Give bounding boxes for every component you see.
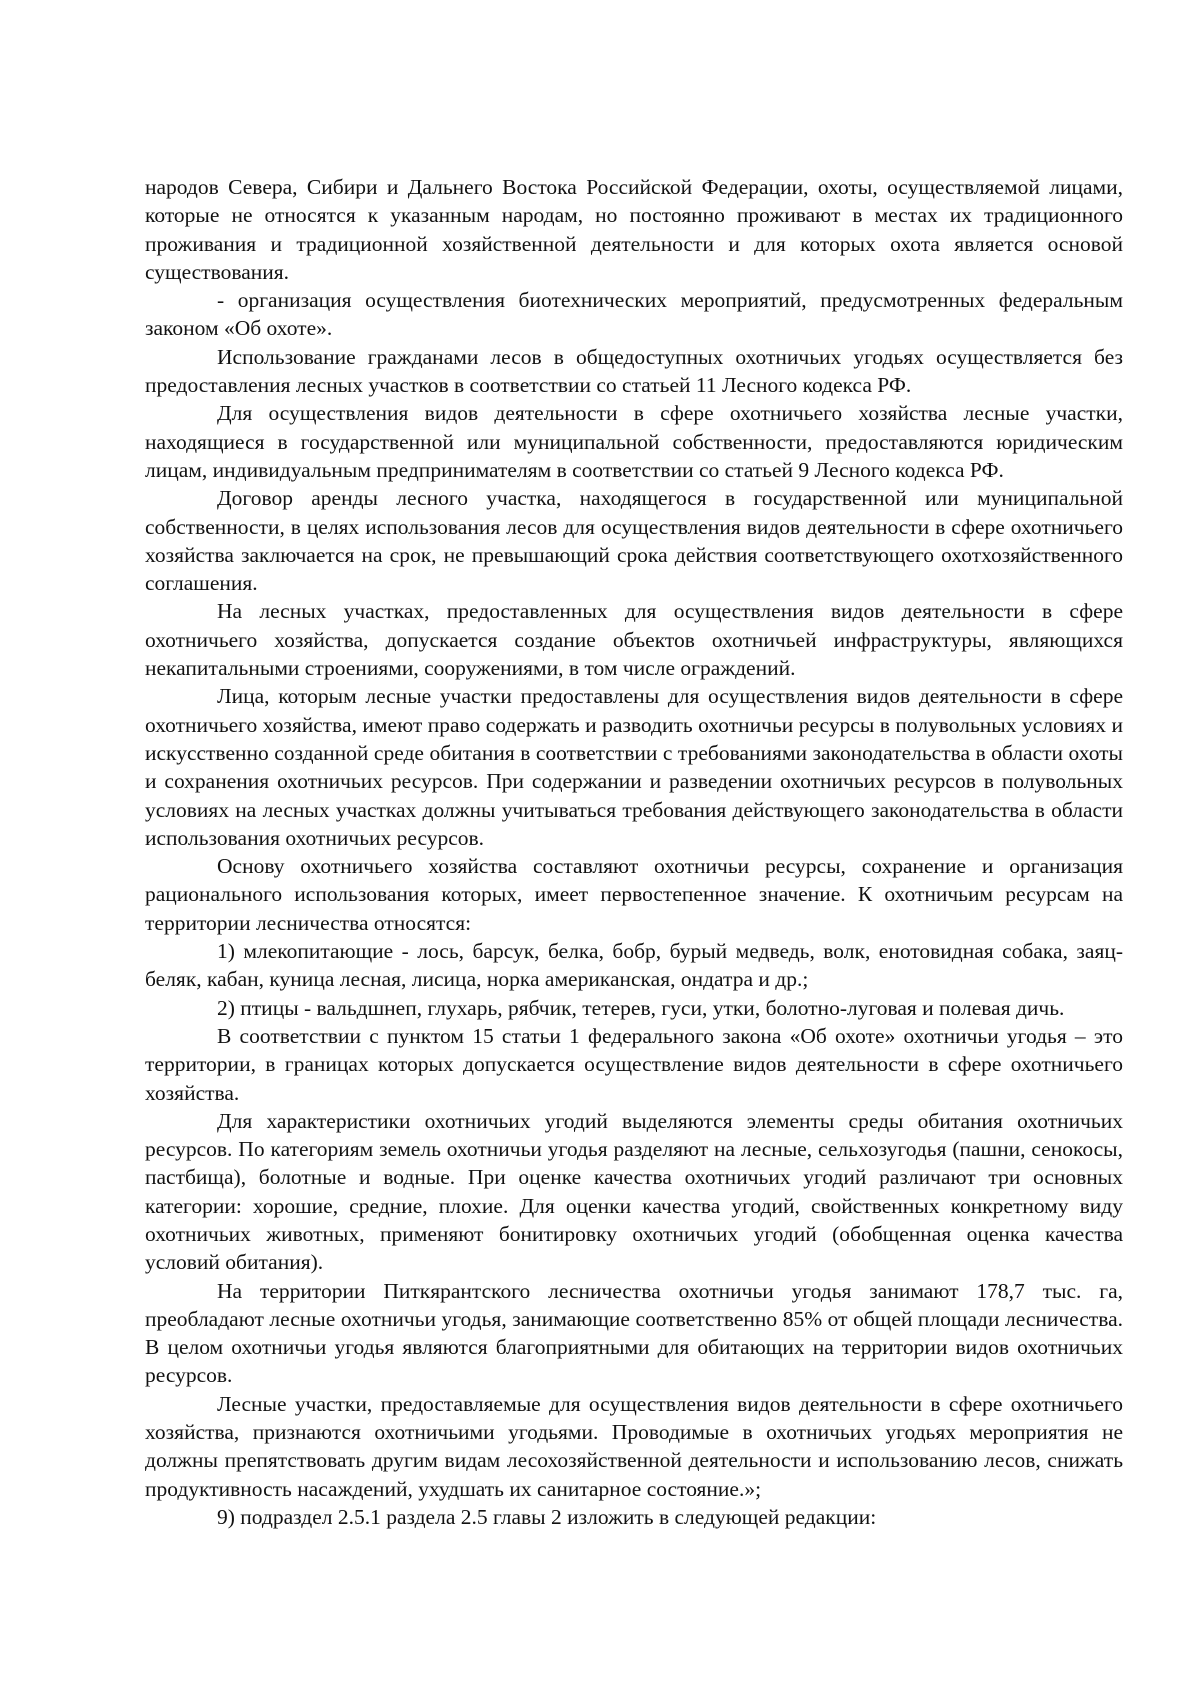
paragraph-semi-free-breeding: Лица, которым лесные участки предоставлены для осуществления видов деятельности в сфере охотничьего хозяйства, имеют право содержать и разводить охотничьи ресурсы в полувольных условиях и искусственно созданной среде обитания в соответствии с требованиями законодательства в области охоты и сохранения охотничьих ресурсов. При содержании и разведении охотничьих ресурсов в полувольных условиях на лесных участках должны учитываться требования действующего законодательства в области использования охотничьих ресурсов. — [145, 684, 1123, 850]
paragraph-pitkyaranta-grounds: На территории Питкярантского лесничества охотничьи угодья занимают 178,7 тыс. га, преобладают лесные охотничьи угодья, занимающие соответственно 85% от общей площади лесничества. В целом охотничьи угодья являются благоприятными для обитающих на территории видов охотничьих ресурсов. — [145, 1278, 1123, 1388]
paragraph-hunting-grounds-definition: В соответствии с пунктом 15 статьи 1 федерального закона «Об охоте» охотничьи угодья – это территории, в границах которых допускается осуществление видов деятельности в сфере охотничьего хозяйства. — [145, 1023, 1123, 1105]
paragraph-biotech-measures: - организация осуществления биотехнических мероприятий, предусмотренных федеральным законом «Об охоте». — [145, 288, 1123, 341]
paragraph-public-hunting-grounds: Использование гражданами лесов в общедоступных охотничьих угодьях осуществляется без предоставления лесных участков в соответствии со статьей 11 Лесного кодекса РФ. — [145, 344, 1123, 398]
list-item-mammals: 1) млекопитающие - лось, барсук, белка, бобр, бурый медведь, волк, енотовидная собака, заяц-беляк, кабан, куница лесная, лисица, норка американская, ондатра и др.; — [145, 939, 1123, 992]
paragraph-forest-plots-provision: Для осуществления видов деятельности в сфере охотничьего хозяйства лесные участки, находящиеся в государственной или муниципальной собственности, предоставляются юридическим лицам, индивидуальным предпринимателям в соответствии со статьей 9 Лесного кодекса РФ. — [145, 401, 1123, 482]
paragraph-continuation: народов Севера, Сибири и Дальнего Востока Российской Федерации, охоты, осуществляемой лицами, которые не относятся к указанным народам, но постоянно проживают в местах их традиционного проживания и традиционной хозяйственной деятельности и для которых охота является основой существования. — [145, 175, 1123, 284]
paragraph-lease-agreement: Договор аренды лесного участка, находящегося в государственной или муниципальной собственности, в целях использования лесов для осуществления видов деятельности в сфере охотничьего хозяйства заключается на срок, не превышающий срока действия соответствующего охотхозяйственного соглашения. — [145, 486, 1123, 596]
paragraph-hunting-resources-basis: Основу охотничьего хозяйства составляют охотничьи ресурсы, сохранение и организация рационального использования которых, имеет первостепенное значение. К охотничьим ресурсам на территории лесничества относятся: — [145, 854, 1123, 935]
list-item-birds: 2) птицы - вальдшнеп, глухарь, рябчик, тетерев, гуси, утки, болотно-луговая и полевая дичь. — [217, 995, 1065, 1020]
paragraph-amendment-item-9: 9) подраздел 2.5.1 раздела 2.5 главы 2 изложить в следующей редакции: — [217, 1504, 877, 1529]
paragraph-hunting-infrastructure: На лесных участках, предоставленных для осуществления видов деятельности в сфере охотничьего хозяйства, допускается создание объектов охотничьей инфраструктуры, являющихся некапитальными строениями, сооружениями, в том числе ограждений. — [145, 599, 1123, 681]
paragraph-forest-plots-recognition: Лесные участки, предоставляемые для осуществления видов деятельности в сфере охотничьего хозяйства, признаются охотничьими угодьями. Проводимые в охотничьих угодьях мероприятия не должны препятствовать другим видам лесохозяйственной деятельности и использованию лесов, снижать продуктивность насаждений, ухудшать их санитарное состояние.»; — [145, 1391, 1123, 1501]
document-page — [145, 173, 1123, 1531]
paragraph-hunting-grounds-characteristics: Для характеристики охотничьих угодий выделяются элементы среды обитания охотничьих ресурсов. По категориям земель охотничьи угодья разделяют на лесные, сельхозугодья (пашни, сенокосы, пастбища), болотные и водные. При оценке качества охотничьих угодий различают три основных категории: хорошие, средние, плохие. Для оценки качества угодий, свойственных конкретному виду охотничьих животных, применяют бонитировку охотничьих угодий (обобщенная оценка качества условий обитания). — [145, 1108, 1123, 1275]
